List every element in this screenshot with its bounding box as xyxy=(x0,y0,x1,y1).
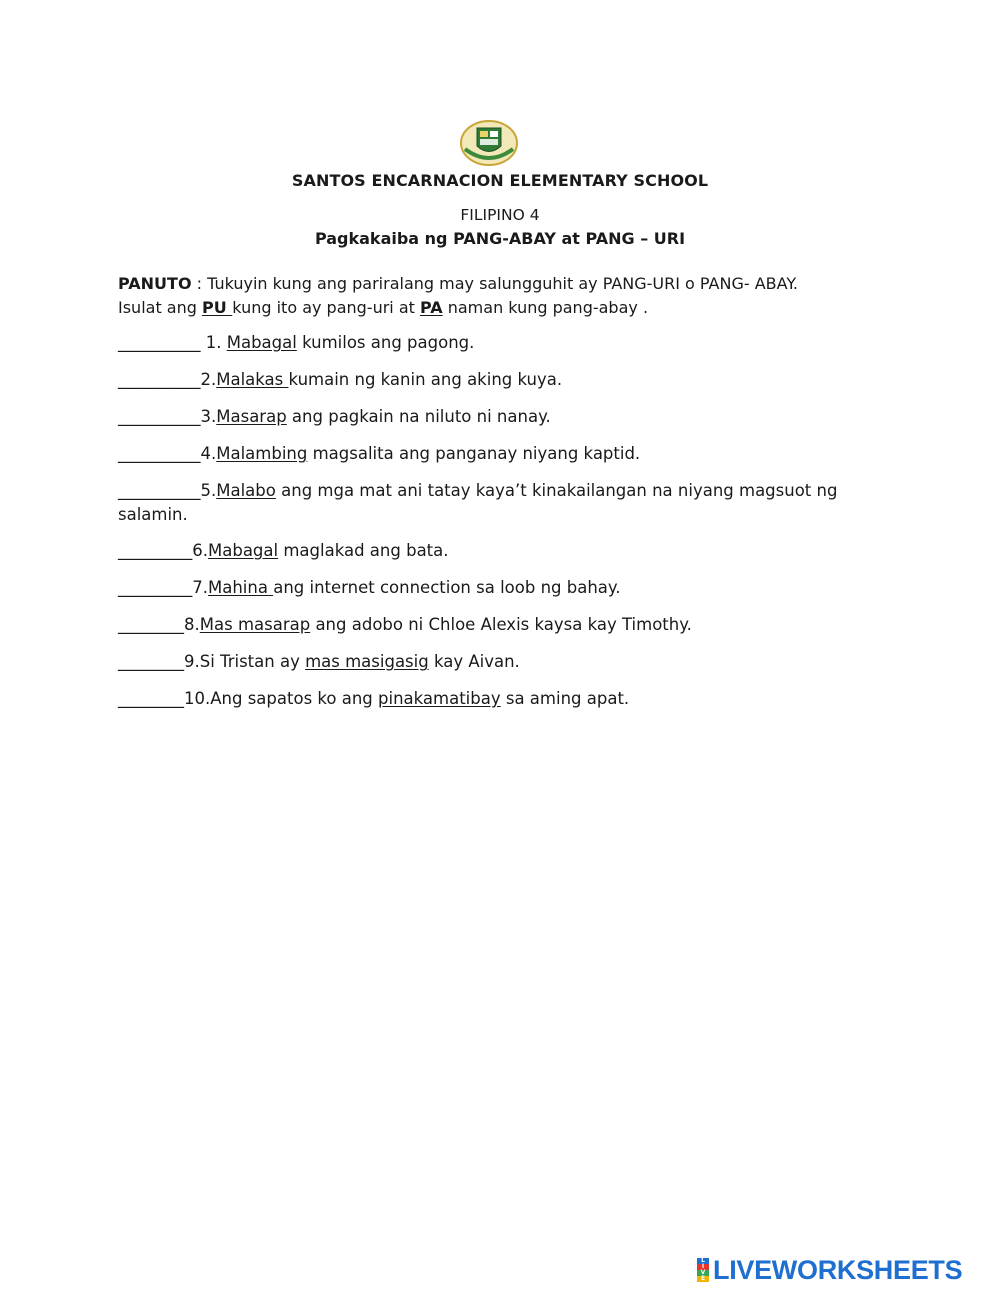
answer-blank[interactable]: __________ xyxy=(118,333,201,352)
item-text: ang internet connection sa loob ng bahay. xyxy=(273,578,621,597)
answer-blank[interactable]: __________ xyxy=(118,370,201,389)
underlined-phrase: Malabo xyxy=(216,481,276,500)
instructions xyxy=(118,272,888,320)
school-name: SANTOS ENCARNACION ELEMENTARY SCHOOL xyxy=(291,171,709,190)
underlined-phrase: Mabagal xyxy=(208,541,279,560)
instructions-line1: : Tukuyin kung ang pariralang may salungguhit ay PANG-URI o PANG- ABAY. xyxy=(191,274,798,293)
underlined-phrase: pinakamatibay xyxy=(378,689,501,708)
answer-blank[interactable]: ________ xyxy=(118,652,184,671)
item-text: kay Aivan. xyxy=(428,652,520,671)
item-number: 6. xyxy=(192,541,208,560)
item-number: 2. xyxy=(200,370,217,389)
answer-blank[interactable]: _________ xyxy=(118,541,193,560)
school-logo xyxy=(459,119,519,167)
underlined-phrase: Mas masarap xyxy=(199,615,311,634)
item-number: 1. xyxy=(200,333,227,352)
item-text: kumain ng kanin ang aking kuya. xyxy=(288,370,563,389)
question-item xyxy=(118,331,888,355)
brand-letter: E xyxy=(697,1276,709,1282)
question-item xyxy=(118,442,888,466)
question-item xyxy=(118,479,888,527)
item-number: 8. xyxy=(184,615,200,634)
worksheet-title: Pagkakaiba ng PANG-ABAY at PANG – URI xyxy=(314,229,686,248)
item-text: ang pagkain na niluto ni nanay. xyxy=(286,407,551,426)
item-text: sa aming apat. xyxy=(500,689,630,708)
question-item xyxy=(118,539,888,563)
question-item xyxy=(118,687,888,711)
question-item xyxy=(118,650,888,674)
instructions-line2-b: kung ito ay pang-uri at xyxy=(232,298,420,317)
item-text: ang adobo ni Chloe Alexis kaysa kay Timothy. xyxy=(310,615,692,634)
brand-mark-icon xyxy=(697,1258,709,1282)
question-item xyxy=(118,405,888,429)
pu-code: PU xyxy=(202,298,233,317)
answer-blank[interactable]: _________ xyxy=(118,578,193,597)
item-text: kumilos ang pagong. xyxy=(296,333,475,352)
answer-blank[interactable]: ________ xyxy=(118,689,184,708)
answer-blank[interactable]: ________ xyxy=(118,615,184,634)
instructions-label: PANUTO xyxy=(118,274,192,293)
underlined-phrase: mas masigasig xyxy=(305,652,429,671)
underlined-phrase: Malakas xyxy=(216,370,289,389)
instructions-line2-c: naman kung pang-abay . xyxy=(442,298,649,317)
answer-blank[interactable]: __________ xyxy=(118,407,201,426)
item-text: ang mga mat ani tatay kaya’t kinakailangan na niyang magsuot ng salamin. xyxy=(118,481,838,524)
brand-name: LIVEWORKSHEETS xyxy=(713,1254,963,1285)
question-item xyxy=(118,368,888,392)
brand-letter: V xyxy=(697,1270,709,1276)
item-number: 3. xyxy=(200,407,217,426)
item-number: 5. xyxy=(200,481,217,500)
item-number: 9. xyxy=(184,652,200,671)
item-number: 4. xyxy=(200,444,217,463)
underlined-phrase: Masarap xyxy=(216,407,287,426)
liveworksheets-logo[interactable] xyxy=(697,1255,962,1285)
item-number: 7. xyxy=(192,578,208,597)
answer-blank[interactable]: __________ xyxy=(118,444,201,463)
brand-letter: L xyxy=(697,1258,709,1264)
underlined-phrase: Malambing xyxy=(216,444,308,463)
item-prefix: Si Tristan ay xyxy=(199,652,306,671)
item-text: maglakad ang bata. xyxy=(278,541,449,560)
underlined-phrase: Mabagal xyxy=(226,333,297,352)
item-text: magsalita ang panganay niyang kaptid. xyxy=(307,444,641,463)
item-prefix: Ang sapatos ko ang xyxy=(210,689,379,708)
question-item xyxy=(118,613,888,637)
answer-blank[interactable]: __________ xyxy=(118,481,201,500)
instructions-line2-a: Isulat ang xyxy=(118,298,202,317)
brand-letter: I xyxy=(697,1264,709,1270)
pa-code: PA xyxy=(420,298,443,317)
subject-label: FILIPINO 4 xyxy=(460,206,540,224)
underlined-phrase: Mahina xyxy=(208,578,274,597)
question-item xyxy=(118,576,888,600)
item-number: 10. xyxy=(184,689,211,708)
